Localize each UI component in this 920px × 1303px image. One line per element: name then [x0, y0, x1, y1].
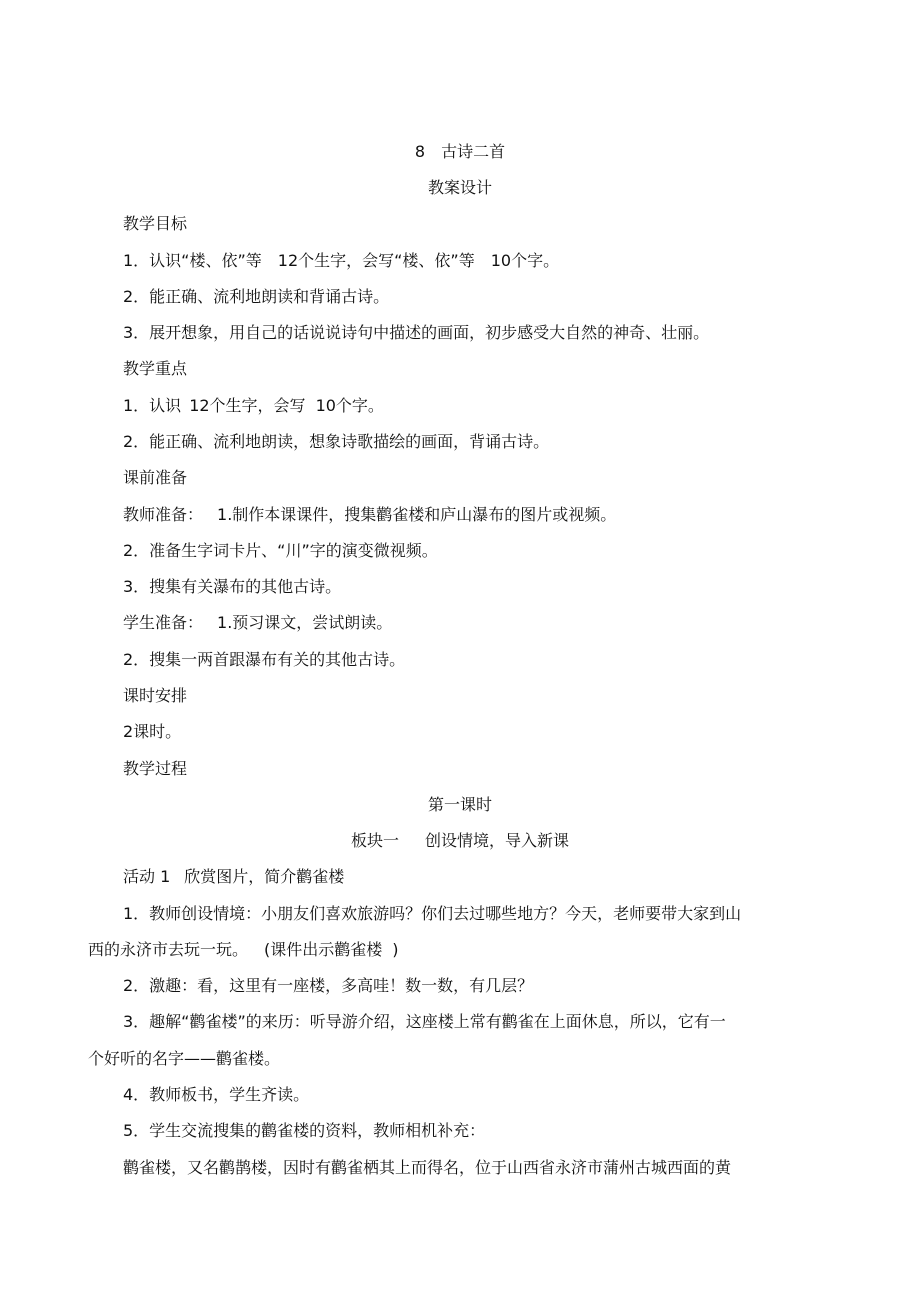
student-prep-label: 学生准备： — [123, 613, 204, 632]
teacher-prep-3: 3．搜集有关瀑布的其他古诗。 — [123, 577, 342, 596]
keypoint-2: 2．能正确、流利地朗读，想象诗歌描绘的画面，背诵古诗。 — [123, 432, 550, 451]
process-heading: 教学过程 — [123, 759, 188, 778]
step-1-note: (课件出示鹳雀楼 — [264, 940, 383, 959]
title-number: 8 — [414, 142, 426, 161]
lesson-title: 第一课时 — [427, 795, 492, 814]
prep-heading: 课前准备 — [123, 468, 188, 487]
step-5-detail: 鹳雀楼，又名鹳鹊楼，因时有鹳雀栖其上而得名，位于山西省永济市蒲州古城西面的黄 — [123, 1158, 732, 1177]
objectives-heading: 教学目标 — [123, 214, 188, 233]
teacher-prep-2: 2．准备生字词卡片、“川”字的演变微视频。 — [123, 541, 438, 560]
activity-label: 活动 1 — [123, 867, 171, 886]
block-label: 板块一 — [350, 831, 399, 850]
objective-1-part-a: 1．认识“楼、依”等 — [123, 251, 262, 270]
keypoint-1-part-a: 1．认识 — [123, 396, 182, 415]
title-text: 古诗二首 — [441, 142, 506, 161]
student-prep-1-text: 1.预习课文，尝试朗读。 — [217, 613, 393, 632]
keypoints-heading: 教学重点 — [123, 359, 188, 378]
step-3-line-1: 3．趣解“鹳雀楼”的来历：听导游介绍，这座楼上常有鹳雀在上面休息，所以，它有一 — [123, 1012, 726, 1031]
step-5: 5．学生交流搜集的鹳雀楼的资料，教师相机补充： — [123, 1121, 486, 1140]
objective-3: 3．展开想象，用自己的话说说诗句中描述的画面，初步感受大自然的神奇、壮丽。 — [123, 323, 710, 342]
objective-1-part-b: 12个生字，会写“楼、依”等 — [277, 251, 475, 270]
objective-1-part-c: 10个字。 — [490, 251, 560, 270]
schedule-value: 2课时。 — [123, 722, 182, 741]
keypoint-1-part-c: 10个字。 — [315, 396, 384, 415]
block-title — [0, 830, 920, 852]
page-subtitle: 教案设计 — [427, 178, 492, 197]
teacher-prep-1-text: 1.制作本课课件，搜集鹳雀楼和庐山瀑布的图片或视频。 — [217, 505, 617, 524]
step-3-line-2: 个好听的名字——鹳雀楼。 — [88, 1049, 281, 1068]
step-1-text: 西的永济市去玩一玩。 — [88, 940, 249, 959]
step-1-line-2 — [88, 939, 399, 961]
block-text: 创设情境，导入新课 — [425, 831, 570, 850]
teacher-prep-1 — [123, 504, 616, 526]
keypoint-1 — [123, 395, 384, 417]
step-2: 2．激趣：看，这里有一座楼，多高哇！数一数，有几层？ — [123, 976, 534, 995]
step-1-note-close: ) — [392, 940, 399, 959]
step-1-line-1: 1．教师创设情境：小朋友们喜欢旅游吗？你们去过哪些地方？今天，老师要带大家到山 — [123, 904, 742, 923]
schedule-heading: 课时安排 — [123, 686, 188, 705]
student-prep-2: 2．搜集一两首跟瀑布有关的其他古诗。 — [123, 650, 406, 669]
objective-2: 2．能正确、流利地朗读和背诵古诗。 — [123, 287, 390, 306]
student-prep-1 — [123, 612, 392, 634]
keypoint-1-part-b: 12个生字，会写 — [189, 396, 306, 415]
teacher-prep-label: 教师准备： — [123, 505, 204, 524]
activity-title — [123, 866, 344, 888]
activity-text: 欣赏图片，简介鹳雀楼 — [184, 867, 345, 886]
objective-1 — [123, 250, 559, 272]
step-4: 4．教师板书，学生齐读。 — [123, 1085, 310, 1104]
page-title — [0, 141, 920, 163]
